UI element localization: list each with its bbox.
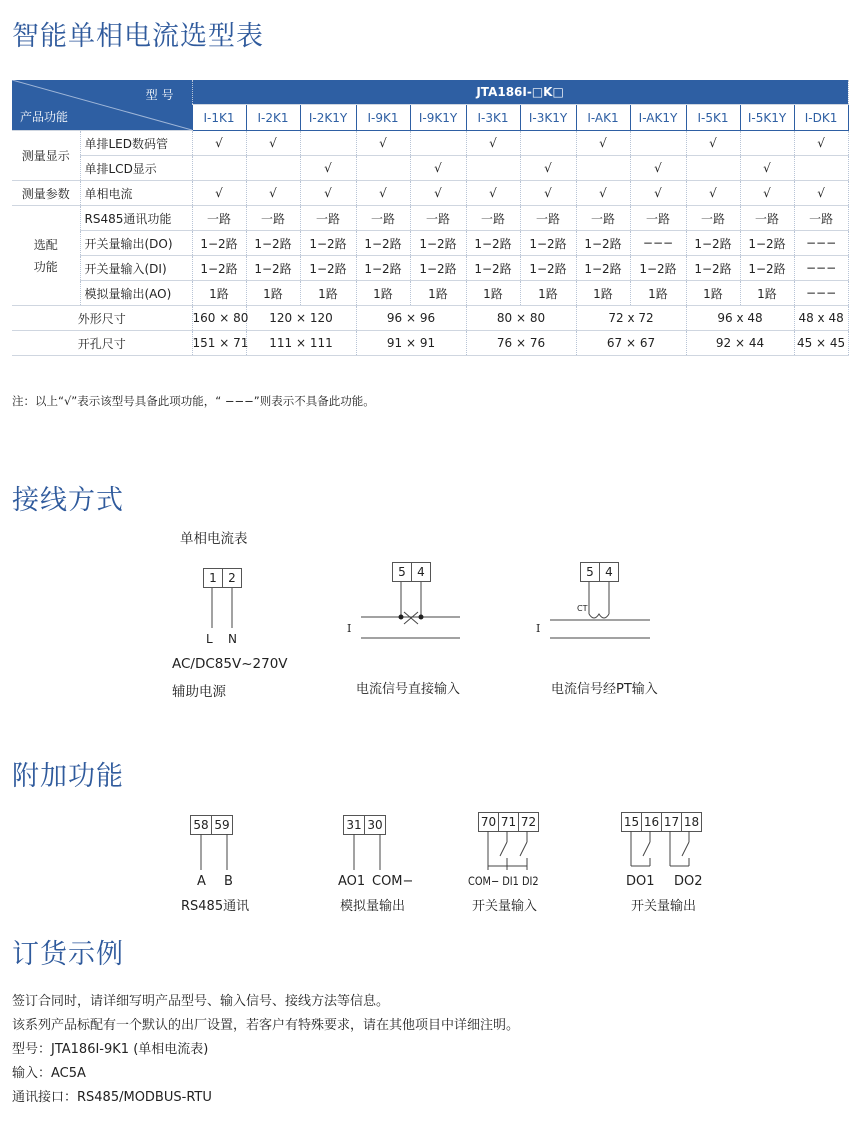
table-cell: 76 × 76 [466,331,576,356]
group-options: 选配 功能 [12,206,80,306]
direct-i-label: I [347,622,352,635]
table-cell: 48 x 48 [794,306,848,331]
terminal-72: 72 [520,815,537,829]
table-cell: 1路 [356,281,410,306]
table-cell: √ [246,181,300,206]
table-cell: √ [794,181,848,206]
table-cell: √ [740,156,794,181]
meter-title: 单相电流表 [180,531,248,547]
power-voltage: AC/DC85V~270V [172,656,288,672]
table-cell: √ [520,156,576,181]
table-cell: 一路 [246,206,300,231]
table-cell: 80 × 80 [466,306,576,331]
terminal-16: 16 [642,813,662,831]
terminal-17: 17 [662,813,682,831]
model-header: I-2K1 [246,105,300,131]
table-cell: 1路 [246,281,300,306]
table-cell: √ [192,181,246,206]
order-line-4: 输入：AC5A [12,1066,86,1081]
terminal-4-pt: 4 [605,565,613,579]
series-header: JTA186I-□K□ [192,80,848,105]
table-cell: 1−2路 [410,256,466,281]
table-cell: 1−2路 [300,256,356,281]
terminal-1: 1 [204,569,223,587]
table-cell: 一路 [630,206,686,231]
table-cell: −−− [630,231,686,256]
section-title-wiring: 接线方式 [12,485,124,516]
table-cell: 一路 [576,206,630,231]
di-signals: COM− DI1 DI2 [468,874,539,888]
table-cell: √ [576,181,630,206]
table-cell: 1−2路 [520,256,576,281]
order-line-5: 通讯接口：RS485/MODBUS-RTU [12,1090,212,1105]
table-cell: √ [794,131,848,156]
terminal-5: 5 [393,563,412,581]
table-cell: 1−2路 [686,256,740,281]
table-cell: 1路 [740,281,794,306]
table-cell: 91 × 91 [356,331,466,356]
table-cell: 1−2路 [576,231,630,256]
size-label: 外形尺寸 [12,306,192,331]
table-cell: 1路 [686,281,740,306]
table-cell: √ [192,131,246,156]
table-cell: √ [686,181,740,206]
feature-led: 单排LED数码管 [80,131,192,156]
di-caption: 开关量输入 [472,899,538,914]
table-cell: √ [300,181,356,206]
header-func-label: 产品功能 [20,110,69,124]
rs485-a: A [197,874,206,889]
section-title-order: 订货示例 [12,939,124,970]
table-cell: 1−2路 [466,231,520,256]
table-cell: 一路 [520,206,576,231]
group-display: 测量显示 [12,131,80,181]
model-header: I-1K1 [192,105,246,131]
table-cell: 45 × 45 [794,331,848,356]
model-header: I-5K1 [686,105,740,131]
table-cell: √ [466,131,520,156]
feature-rs485: RS485通讯功能 [80,206,192,231]
table-cell: 1路 [410,281,466,306]
terminal-30: 30 [367,818,383,832]
table-note: 注：以上“√”表示该型号具备此项功能，“ −−−”则表示不具备此功能。 [12,394,375,408]
rs485-b: B [224,874,233,889]
model-header: I-5K1Y [740,105,794,131]
feature-di: 开关量输入(DI) [80,256,192,281]
feature-lcd: 单排LCD显示 [80,156,192,181]
table-cell: 一路 [356,206,410,231]
table-cell: 1−2路 [300,231,356,256]
table-cell: 1−2路 [520,231,576,256]
terminal-l: L [206,632,213,646]
terminal-59: 59 [214,818,230,832]
table-cell: 1−2路 [192,256,246,281]
table-cell: 一路 [740,206,794,231]
table-cell: 一路 [192,206,246,231]
model-header: I-3K1Y [520,105,576,131]
order-line-3: 型号：JTA186I-9K1 (单相电流表) [12,1042,209,1057]
feature-current: 单相电流 [80,181,192,206]
model-header: I-AK1Y [630,105,686,131]
terminal-2: 2 [228,571,236,585]
table-cell: √ [356,131,410,156]
model-header: I-AK1 [576,105,630,131]
header-model-label: 型 号 [145,88,174,102]
table-cell: 1路 [466,281,520,306]
table-cell: 1−2路 [686,231,740,256]
table-cell: 一路 [794,206,848,231]
order-line-2: 该系列产品标配有一个默认的出厂设置，若客户有特殊要求，请在其他项目中详细注明。 [12,1018,520,1033]
terminal-31: 31 [344,816,365,834]
table-cell: 一路 [410,206,466,231]
table-cell: 1−2路 [576,256,630,281]
table-cell: 1−2路 [246,231,300,256]
pt-i-label: I [536,622,541,635]
table-cell: −−− [794,281,848,306]
table-cell: √ [630,181,686,206]
ao-signal-com: COM− [372,874,414,889]
table-cell: 1路 [520,281,576,306]
direct-caption: 电流信号直接输入 [356,682,461,697]
table-cell: √ [246,131,300,156]
table-cell: √ [466,181,520,206]
table-cell: 1−2路 [740,256,794,281]
terminal-70: 70 [479,813,499,831]
do-caption: 开关量输出 [631,899,697,914]
table-cell: √ [740,181,794,206]
table-cell: √ [576,131,630,156]
table-cell: √ [686,131,740,156]
model-header: I-9K1 [356,105,410,131]
table-cell: 67 × 67 [576,331,686,356]
table-cell: 96 x 48 [686,306,794,331]
hole-label: 开孔尺寸 [12,331,192,356]
table-cell: 1−2路 [356,231,410,256]
table-cell: 1−2路 [410,231,466,256]
ao-signal-ao1: AO1 [338,874,366,889]
model-header: I-9K1Y [410,105,466,131]
table-cell: 一路 [466,206,520,231]
table-cell: 1路 [192,281,246,306]
ao-caption: 模拟量输出 [340,899,406,914]
table-cell: 1−2路 [740,231,794,256]
model-header: I-2K1Y [300,105,356,131]
table-cell: 92 × 44 [686,331,794,356]
table-cell: 一路 [686,206,740,231]
do-signal-2: DO2 [674,874,703,889]
table-cell: 1−2路 [246,256,300,281]
table-cell: 一路 [300,206,356,231]
feature-ao: 模拟量输出(AO) [80,281,192,306]
table-cell: 1−2路 [466,256,520,281]
section-title-selection: 智能单相电流选型表 [12,21,264,52]
table-cell: −−− [794,256,848,281]
table-cell: 1路 [630,281,686,306]
table-cell: 1路 [576,281,630,306]
feature-do: 开关量输出(DO) [80,231,192,256]
table-cell: 111 × 111 [246,331,356,356]
table-cell: √ [356,181,410,206]
do-signal-1: DO1 [626,874,655,889]
table-cell: 1−2路 [356,256,410,281]
table-cell: 151 × 71 [192,331,246,356]
terminal-58: 58 [191,816,212,834]
table-cell: 1−2路 [630,256,686,281]
table-cell: √ [630,156,686,181]
table-cell: 1−2路 [192,231,246,256]
terminal-15: 15 [622,813,642,831]
model-header: I-DK1 [794,105,848,131]
table-cell: √ [410,181,466,206]
terminal-71: 71 [499,813,519,831]
table-cell: 120 × 120 [246,306,356,331]
table-cell: 160 × 80 [192,306,246,331]
group-params: 测量参数 [12,181,80,206]
table-cell: 1路 [300,281,356,306]
section-title-extra: 附加功能 [12,761,124,792]
terminal-18: 18 [683,815,700,829]
table-cell: −−− [794,231,848,256]
power-name: 辅助电源 [172,684,226,700]
ct-label: CT [577,604,588,613]
terminal-5-pt: 5 [581,563,600,581]
table-cell: 96 × 96 [356,306,466,331]
model-header: I-3K1 [466,105,520,131]
table-cell: √ [410,156,466,181]
terminal-4: 4 [417,565,425,579]
table-cell: 72 x 72 [576,306,686,331]
table-cell: √ [520,181,576,206]
order-line-1: 签订合同时，请详细写明产品型号、输入信号、接线方法等信息。 [12,994,390,1009]
rs485-caption: RS485通讯 [181,899,250,914]
pt-caption: 电流信号经PT输入 [551,682,658,697]
table-cell: √ [300,156,356,181]
terminal-n: N [228,632,237,646]
